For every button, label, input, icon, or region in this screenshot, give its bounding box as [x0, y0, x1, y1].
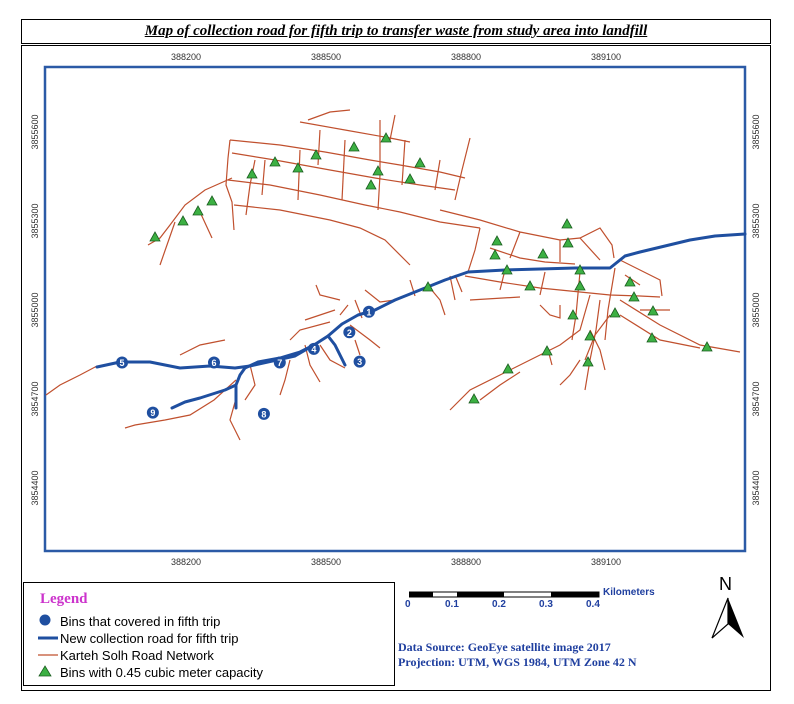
covered-bin-5[interactable] — [116, 357, 128, 369]
scale-label-0-4: 0.4 — [586, 599, 600, 610]
covered-bin-label: 5 — [119, 358, 125, 369]
green-triangle-icon — [38, 665, 60, 680]
red-line-icon — [38, 648, 60, 663]
x-tick-top-1: 388200 — [170, 52, 202, 62]
x-tick-top-3: 388800 — [450, 52, 482, 62]
scale-unit: Kilometers — [603, 587, 655, 598]
blue-line-icon — [38, 631, 60, 646]
y-tick-right-4: 3854700 — [751, 381, 761, 417]
y-ticks-left — [30, 114, 40, 505]
covered-bin-label: 6 — [211, 358, 217, 369]
y-tick-left-4: 3854700 — [30, 381, 40, 417]
covered-bin-label: 8 — [261, 409, 267, 420]
scale-label-0: 0 — [405, 599, 411, 610]
x-ticks-top — [171, 52, 621, 62]
blue-dot-icon — [38, 613, 60, 630]
covered-bin-4[interactable] — [308, 343, 320, 355]
scale-label-0-1: 0.1 — [445, 599, 459, 610]
legend-item-route: New collection road for fifth trip — [38, 630, 238, 646]
y-tick-left-5: 3854400 — [30, 470, 40, 506]
covered-bin-label: 2 — [346, 327, 352, 338]
y-tick-right-2: 3855300 — [751, 203, 761, 239]
y-tick-right-3: 3855000 — [751, 292, 761, 328]
x-tick-bottom-4: 389100 — [590, 557, 622, 567]
y-tick-left-2: 3855300 — [30, 203, 40, 239]
y-tick-left-3: 3855000 — [30, 292, 40, 328]
covered-bin-label: 4 — [311, 344, 317, 355]
legend-item-bins-covered: Bins that covered in fifth trip — [38, 613, 220, 629]
covered-bin-1[interactable] — [363, 306, 375, 318]
covered-bin-label: 1 — [366, 307, 372, 318]
x-ticks-bottom — [171, 557, 621, 567]
north-arrow-label: N — [719, 574, 732, 594]
legend-box — [23, 582, 395, 686]
map-title: Map of collection road for fifth trip to transfer waste from study area into landfill — [21, 19, 771, 44]
legend-title: Legend — [40, 591, 88, 607]
projection-text: Projection: UTM, WGS 1984, UTM Zone 42 N — [398, 655, 637, 669]
x-tick-top-2: 388500 — [310, 52, 342, 62]
x-tick-top-4: 389100 — [590, 52, 622, 62]
covered-bin-9[interactable] — [147, 407, 159, 419]
y-ticks-right — [751, 114, 761, 505]
covered-bin-label: 3 — [357, 357, 363, 368]
x-tick-bottom-2: 388500 — [310, 557, 342, 567]
scale-label-0-2: 0.2 — [492, 599, 506, 610]
covered-bin-label: 9 — [150, 408, 156, 419]
covered-bin-6[interactable] — [208, 357, 220, 369]
north-arrow-icon — [706, 596, 750, 640]
covered-bin-3[interactable] — [354, 356, 366, 368]
x-tick-bottom-3: 388800 — [450, 557, 482, 567]
covered-bin-7[interactable] — [274, 357, 286, 369]
legend-item-small-bins: Bins with 0.45 cubic meter capacity — [38, 664, 263, 680]
y-tick-right-5: 3854400 — [751, 470, 761, 506]
data-source-text: Data Source: GeoEye satellite image 2017 — [398, 640, 611, 654]
scale-label-0-3: 0.3 — [539, 599, 553, 610]
legend-item-roads: Karteh Solh Road Network — [38, 647, 214, 663]
covered-bin-8[interactable] — [258, 408, 270, 420]
x-tick-bottom-1: 388200 — [170, 557, 202, 567]
covered-bin-label: 7 — [277, 358, 283, 369]
scale-bar — [409, 590, 609, 602]
y-tick-right-1: 3855600 — [751, 114, 761, 150]
covered-bin-2[interactable] — [343, 326, 355, 338]
y-tick-left-1: 3855600 — [30, 114, 40, 150]
